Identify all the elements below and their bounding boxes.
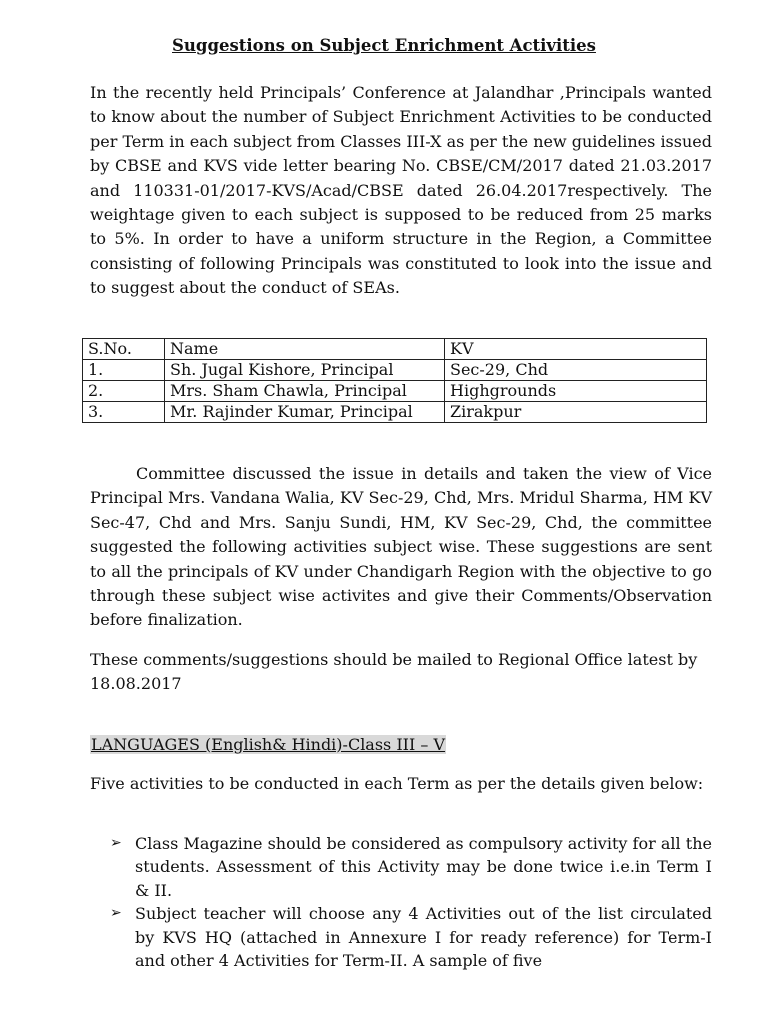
section-heading: LANGUAGES (English& Hindi)-Class III – V — [91, 735, 446, 754]
table-header-cell: S.No. — [83, 339, 165, 360]
table-cell: Mrs. Sham Chawla, Principal — [165, 381, 445, 402]
document-title: Suggestions on Subject Enrichment Activities — [172, 36, 596, 55]
table-cell: Highgrounds — [445, 381, 707, 402]
list-item — [90, 902, 712, 972]
intro-paragraph: In the recently held Principals’ Conference at Jalandhar ,Principals wanted to know about the number of Subject Enrichment Activities to be conducted per Term in each subject from Classes III-X as per the new guidelines issued by CBSE and KVS vide letter bearing No. CBSE/CM/2017 dated 21.03.2017 and 110331-01/2017-KVS/Acad/CBSE dated 26.04.2017respectively. The weightage given to each subject is supposed to be reduced from 25 marks to 5%. In order to have a uniform structure in the Region, a Committee consisting of following Principals was constituted to look into the issue and to suggest about the conduct of SEAs. — [90, 83, 712, 298]
activity-bullet-list — [90, 832, 712, 972]
table-row — [83, 381, 707, 402]
list-item — [90, 832, 712, 902]
list-item-text: Subject teacher will choose any 4 Activities out of the list circulated by KVS HQ (attached in Annexure I for ready reference) for Term-I and other 4 Activities for Term-II. A sample of five — [135, 904, 712, 971]
arrow-bullet-icon: ➢ — [110, 905, 122, 922]
table-cell: 2. — [83, 381, 165, 402]
table-cell: Sh. Jugal Kishore, Principal — [165, 360, 445, 381]
table-cell: Mr. Rajinder Kumar, Principal — [165, 402, 445, 423]
committee-table — [82, 338, 707, 423]
table-header-cell: Name — [165, 339, 445, 360]
table-row — [83, 360, 707, 381]
table-cell: 1. — [83, 360, 165, 381]
arrow-bullet-icon: ➢ — [110, 835, 122, 851]
table-row — [83, 402, 707, 423]
table-header-row — [83, 339, 707, 360]
table-cell: Sec-29, Chd — [445, 360, 707, 381]
committee-paragraph: Committee discussed the issue in details and taken the view of Vice Principal Mrs. Vandana Walia, KV Sec-29, Chd, Mrs. Mridul Sharma, HM KV Sec-47, Chd and Mrs. Sanju Sundi, HM, KV Sec-29, Chd, the committee suggested the following activities subject wise. These suggestions are sent to all the principals of KV under Chandigarh Region with the objective to go through these subject wise activites and give their Comments/Observation before finalization. — [90, 464, 712, 630]
table-cell: 3. — [83, 402, 165, 423]
deadline-paragraph: These comments/suggestions should be mailed to Regional Office latest by 18.08.2017 — [90, 650, 698, 694]
section-intro: Five activities to be conducted in each Term as per the details given below: — [90, 774, 704, 793]
table-header-cell: KV — [445, 339, 707, 360]
list-item-text: Class Magazine should be considered as compulsory activity for all the students. Assessment of this Activity may be done twice i.e.in Term I & II. — [135, 834, 712, 900]
table-cell: Zirakpur — [445, 402, 707, 423]
